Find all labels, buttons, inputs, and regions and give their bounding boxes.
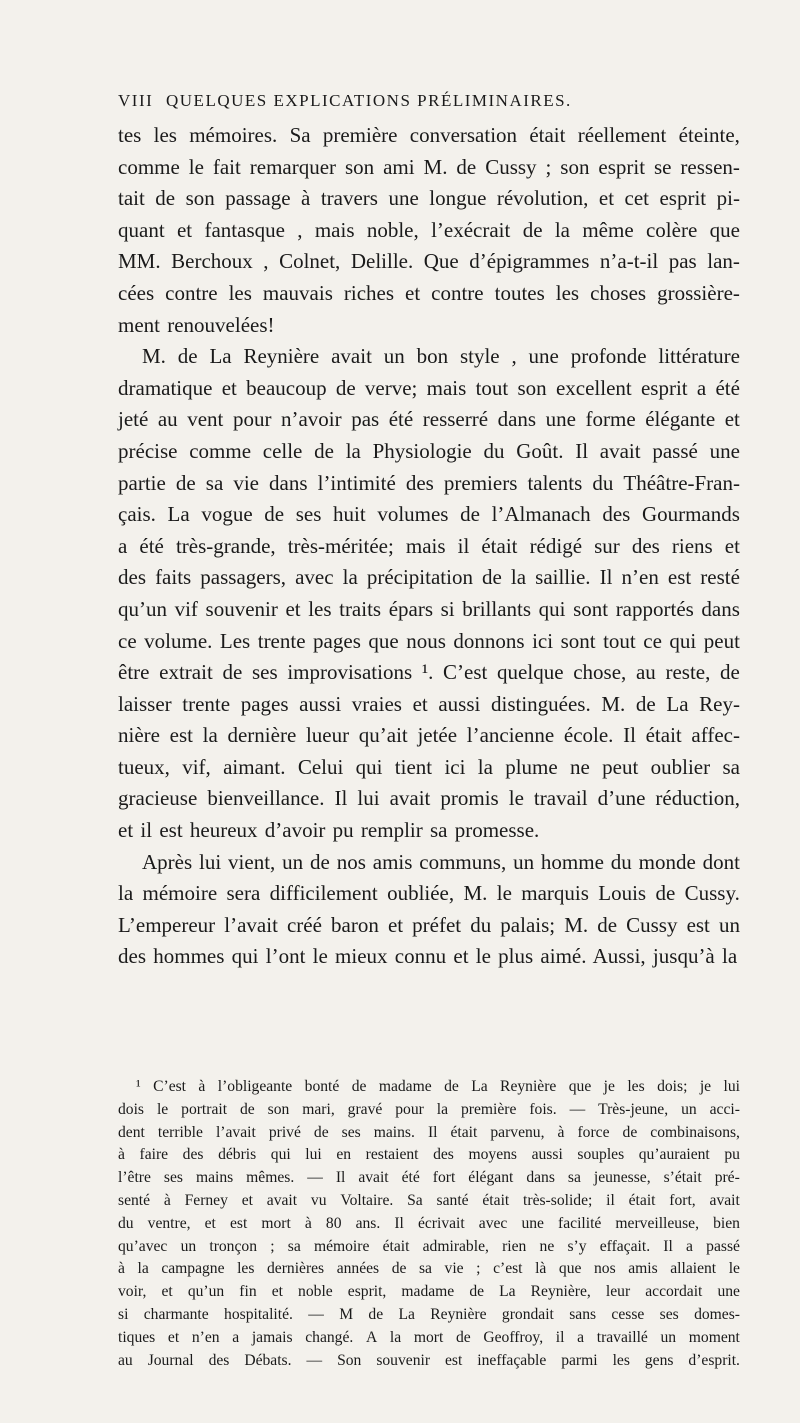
paragraph-line: être extrait de ses improvisations ¹. C’est quelque chose, au reste, de [118,660,740,685]
paragraph-line: çais. La vogue de ses huit volumes de l’Almanach des Gourmands [118,502,740,527]
footnote-line: si charmante hospitalité. — M de La Reynière grondait sans cesse ses domes- [118,1305,740,1323]
paragraph-line: quant et fantasque , mais noble, l’exécrait de la même colère que [118,217,740,242]
footnote-line: au Journal des Débats. — Son souvenir est ineffaçable parmi les gens d’esprit. [118,1351,740,1369]
paragraph-line: Après lui vient, un de nos amis communs, un homme du monde dont [142,849,740,874]
paragraph-line: L’empereur l’avait créé baron et préfet du palais; M. de Cussy est un [118,912,740,937]
footnote-line: à la campagne les dernières années de sa vie ; c’est là que nos amis allaient le [118,1260,740,1278]
main-text [118,120,740,973]
footnote-line: qu’avec un tronçon ; sa mémoire était admirable, rien ne s’y effaçait. Il a passé [118,1237,740,1255]
footnote-line: senté à Ferney et avait vu Voltaire. Sa santé était très-solide; il était fort, avait [118,1191,740,1209]
paragraph-line: et il est heureux d’avoir pu remplir sa promesse. [118,818,540,843]
page-number: VIII [118,91,154,110]
paragraph-line: qu’un vif souvenir et les traits épars si brillants qui sont rapportés dans [118,596,740,621]
paragraph-line: des faits passagers, avec la précipitation de la saillie. Il n’en est resté [118,565,740,590]
paragraph-line: cées contre les mauvais riches et contre toutes les choses grossière- [118,280,740,305]
paragraph-line: des hommes qui l’ont le mieux connu et le plus aimé. Aussi, jusqu’à la [118,944,738,969]
paragraph-line: tes les mémoires. Sa première conversation était réellement éteinte, [118,123,740,147]
footnote-line: à faire des débris qui lui en restaient des moyens aussi souples qu’auraient pu [118,1146,740,1164]
paragraph-line: tueux, vif, aimant. Celui qui tient ici la plume ne peut oublier sa [118,754,740,779]
paragraph-line: dramatique et beaucoup de verve; mais tout son excellent esprit a été [118,375,740,400]
footnote-line: dent terrible l’avait privé de ses mains. Il était parvenu, à force de combinaisons, [118,1123,740,1141]
paragraph-line: partie de sa vie dans l’intimité des premiers talents du Théâtre-Fran- [118,470,740,495]
paragraph-line: ce volume. Les trente pages que nous donnons ici sont tout ce qui peut [118,628,740,653]
paragraph-line: laisser trente pages aussi vraies et aussi distinguées. M. de La Rey- [118,691,740,716]
paragraph-line: la mémoire sera difficilement oubliée, M. le marquis Louis de Cussy. [118,881,740,906]
paragraph-line: a été très-grande, très-méritée; mais il était rédigé sur des riens et [118,533,740,558]
page-header [118,91,738,113]
paragraph-line: ment renouvelées! [118,312,275,337]
footnote-line: voir, et qu’un fin et noble esprit, madame de La Reynière, leur accordait une [118,1283,740,1301]
footnote-line: tiques et n’en a jamais changé. A la mort de Geoffroy, il a travaillé un moment [118,1328,740,1346]
paragraph-line: nière est la dernière lueur qu’ait jetée l’ancienne école. Il était affec- [118,723,740,748]
paragraph-line: MM. Berchoux , Colnet, Delille. Que d’épigrammes n’a-t-il pas lan- [118,249,740,274]
paragraph-line: comme le fait remarquer son ami M. de Cussy ; son esprit se ressen- [118,154,740,179]
footnote-line: ¹ C’est à l’obligeante bonté de madame de La Reynière que je les dois; je lui [136,1078,740,1095]
paragraph-line: jeté au vent pour n’avoir pas été resserré dans une forme élégante et [118,407,740,432]
footnote-line: du ventre, et est mort à 80 ans. Il écrivait avec une facilité merveilleuse, bien [118,1214,740,1232]
paragraph-line: précise comme celle de la Physiologie du Goût. Il avait passé une [118,438,740,463]
paragraph-line: M. de La Reynière avait un bon style , une profonde littérature [142,344,740,369]
paragraph-line: tait de son passage à travers une longue révolution, et cet esprit pi- [118,186,740,211]
paragraph-line: gracieuse bienveillance. Il lui avait promis le travail d’une réduction, [118,786,740,811]
footnotes [118,1076,740,1372]
running-title: QUELQUES EXPLICATIONS PRÉLIMINAIRES. [166,91,572,110]
footnote-line: l’être ses mains mêmes. — Il avait été fort élégant dans sa jeunesse, s’était pré- [118,1169,740,1187]
footnote-line: dois le portrait de son mari, gravé pour la première fois. — Très-jeune, un acci- [118,1100,740,1118]
